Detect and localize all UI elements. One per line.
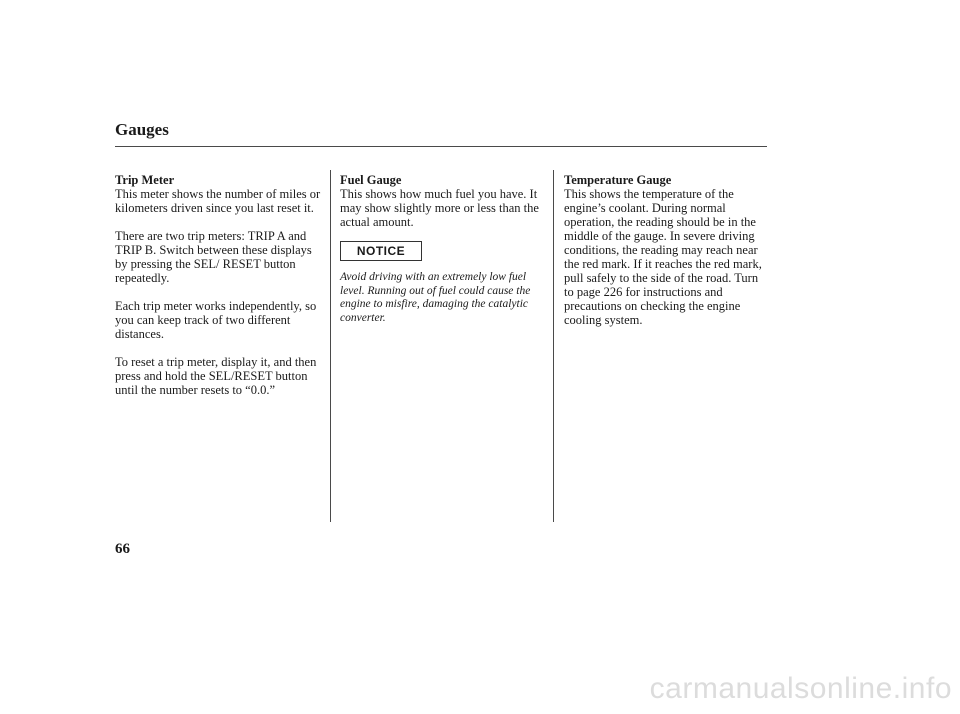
notice-text: Avoid driving with an extremely low fuel level. Running out of fuel could cause the engine to misfire, damaging the catalytic converter.: [340, 271, 531, 324]
fuel-gauge-body: This shows how much fuel you have. It may show slightly more or less than the actual amount.: [340, 187, 539, 229]
header-rule: [115, 146, 767, 147]
trip-meter-paragraph: This meter shows the number of miles or kilometers driven since you last reset it.: [115, 187, 321, 215]
trip-meter-heading: Trip Meter: [115, 173, 175, 187]
notice-badge: NOTICE: [340, 241, 422, 261]
fuel-gauge-section: [340, 173, 545, 339]
trip-meter-paragraph: There are two trip meters: TRIP A and TRIP B. Switch between these displays by pressing the SEL/ RESET button repeatedly.: [115, 229, 312, 285]
watermark: carmanualsonline.info: [649, 672, 952, 705]
trip-meter-paragraph: Each trip meter works independently, so you can keep track of two different distances.: [115, 299, 317, 341]
page-title: Gauges: [115, 120, 169, 139]
temperature-gauge-section: [564, 173, 769, 341]
page-number: 66: [115, 541, 130, 557]
fuel-gauge-heading: Fuel Gauge: [340, 173, 402, 187]
trip-meter-paragraph: To reset a trip meter, display it, and then press and hold the SEL/RESET button until the number resets to “0.0.”: [115, 355, 317, 397]
temperature-gauge-body: This shows the temperature of the engine’s coolant. During normal operation, the reading should be in the middle of the gauge. In severe driving conditions, the reading may reach near the red mark. If it reaches the red mark, pull safely to the side of the road. Turn to page 226 for instructions and precautions on checking the engine cooling system.: [564, 187, 762, 327]
trip-meter-section: [115, 173, 325, 411]
column-divider: [330, 170, 331, 522]
column-divider: [553, 170, 554, 522]
temperature-gauge-heading: Temperature Gauge: [564, 173, 672, 187]
